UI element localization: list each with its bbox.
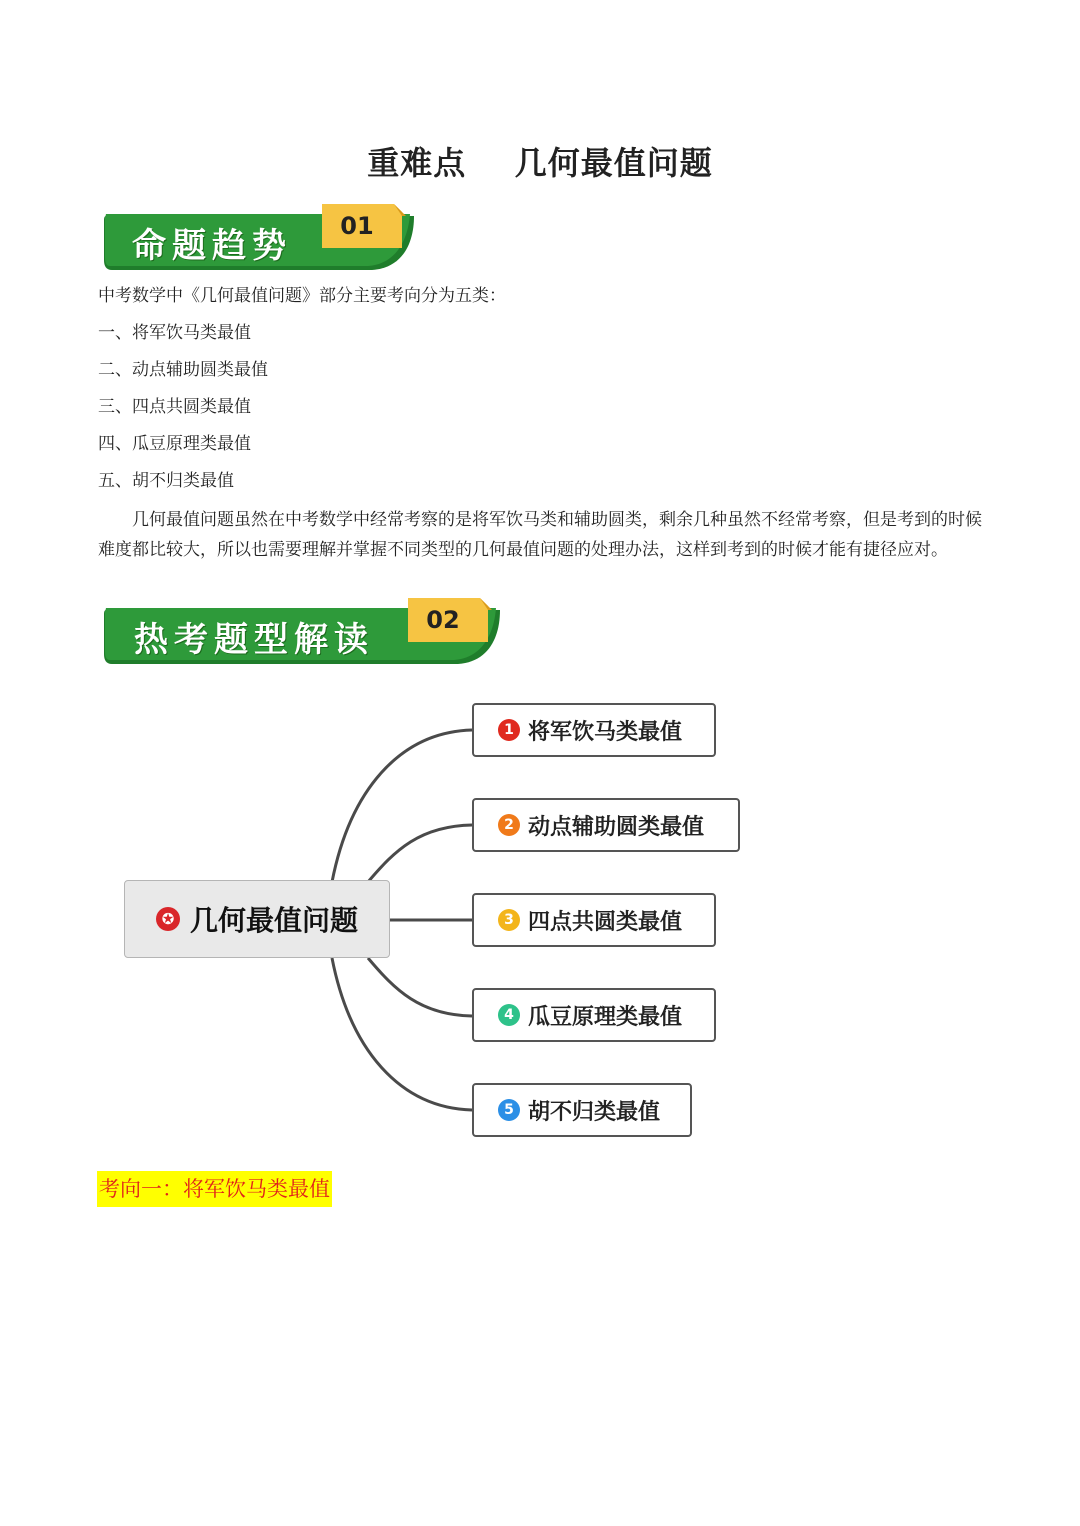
banner-label: 热考题型解读 [134,620,374,660]
banner-label: 命题趋势 [132,226,292,266]
node-label: 四点共圆类最值 [528,909,683,935]
mindmap-root-node [124,880,390,958]
mindmap-node-5 [472,1083,692,1137]
node-label: 瓜豆原理类最值 [528,1004,683,1030]
page-title: 重难点 几何最值问题 [367,144,713,182]
star-icon: ✪ [156,907,180,931]
connector-line [332,958,472,1110]
category-item: 一、将军饮马类最值 [98,323,251,343]
number-1-icon: 1 [498,719,520,741]
number-2-icon: 2 [498,814,520,836]
category-item: 三、四点共圆类最值 [98,397,251,417]
node-label: 胡不归类最值 [528,1099,661,1125]
root-label: 几何最值问题 [189,904,358,937]
number-4-icon: 4 [498,1004,520,1026]
highlighted-heading: 考向一：将军饮马类最值 [97,1171,332,1207]
banner-number: 01 [340,212,374,240]
node-label: 将军饮马类最值 [528,719,683,745]
connector-line [368,825,472,882]
body-paragraph: 几何最值问题虽然在中考数学中经常考察的是将军饮马类和辅助圆类，剩余几种虽然不经常考察，但是考到的时候难度都比较大，所以也需要理解并掌握不同类型的几何最值问题的处理办法，这样到考到的时候才能有捷径应对。 [98,510,982,560]
intro-text: 中考数学中《几何最值问题》部分主要考向分为五类： [98,286,506,306]
mindmap-node-2 [472,798,740,852]
mindmap-node-3 [472,893,716,947]
number-3-icon: 3 [498,909,520,931]
mindmap-node-1 [472,703,716,757]
connector-line [332,730,472,882]
category-item: 五、胡不归类最值 [98,471,234,491]
category-item: 四、瓜豆原理类最值 [98,434,251,454]
node-label: 动点辅助圆类最值 [528,814,705,840]
category-item: 二、动点辅助圆类最值 [98,360,268,380]
banner-number: 02 [426,606,460,634]
connector-line [368,958,472,1016]
mindmap-node-4 [472,988,716,1042]
number-5-icon: 5 [498,1099,520,1121]
